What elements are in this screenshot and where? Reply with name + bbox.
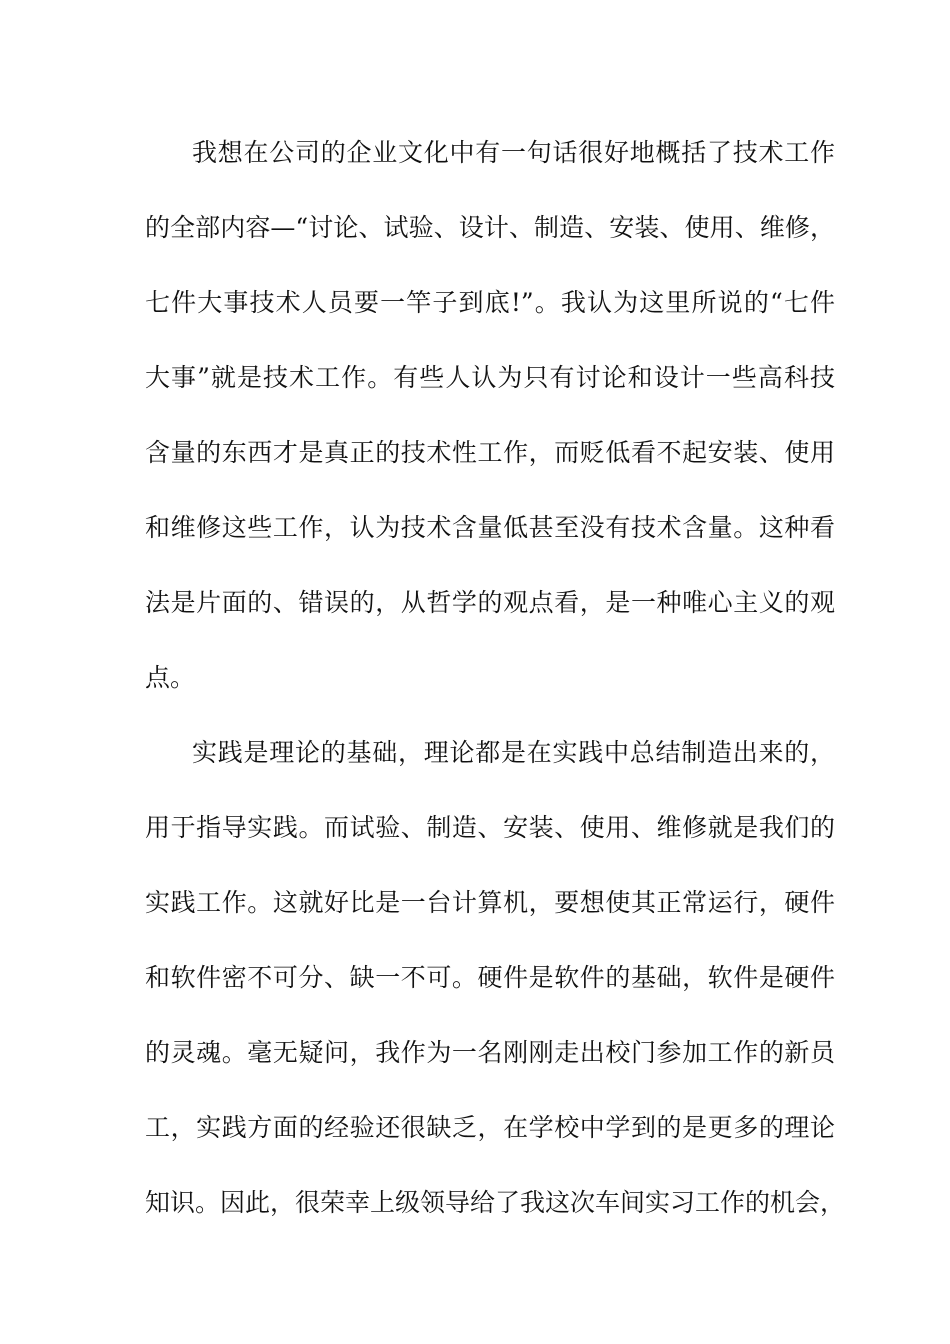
text-line: 七件大事技术人员要一竿子到底!”。我认为这里所说的“七件 [145,288,835,317]
text-line: 大事”就是技术工作。有些人认为只有讨论和设计一些高科技 [145,363,835,392]
text-line: 法是片面的、错误的，从哲学的观点看，是一种唯心主义的观 [145,588,835,617]
text-line: 和软件密不可分、缺一不可。硬件是软件的基础，软件是硬件 [145,963,835,992]
text-line: 点。 [145,663,196,692]
text-line: 工，实践方面的经验还很缺乏，在学校中学到的是更多的理论 [145,1113,835,1142]
text-line: 实践工作。这就好比是一台计算机，要想使其正常运行，硬件 [145,888,835,917]
text-line: 我想在公司的企业文化中有一句话很好地概括了技术工作 [192,138,835,167]
text-line: 的灵魂。毫无疑问，我作为一名刚刚走出校门参加工作的新员 [145,1038,835,1067]
text-line: 知识。因此，很荣幸上级领导给了我这次车间实习工作的机会， [145,1188,846,1217]
text-line: 的全部内容—“讨论、试验、设计、制造、安装、使用、维修， [145,213,835,242]
text-line: 实践是理论的基础，理论都是在实践中总结制造出来的， [192,738,835,767]
text-line: 用于指导实践。而试验、制造、安装、使用、维修就是我们的 [145,813,835,842]
text-line: 和维修这些工作，认为技术含量低甚至没有技术含量。这种看 [145,513,835,542]
text-line: 含量的东西才是真正的技术性工作，而贬低看不起安装、使用 [145,438,835,467]
